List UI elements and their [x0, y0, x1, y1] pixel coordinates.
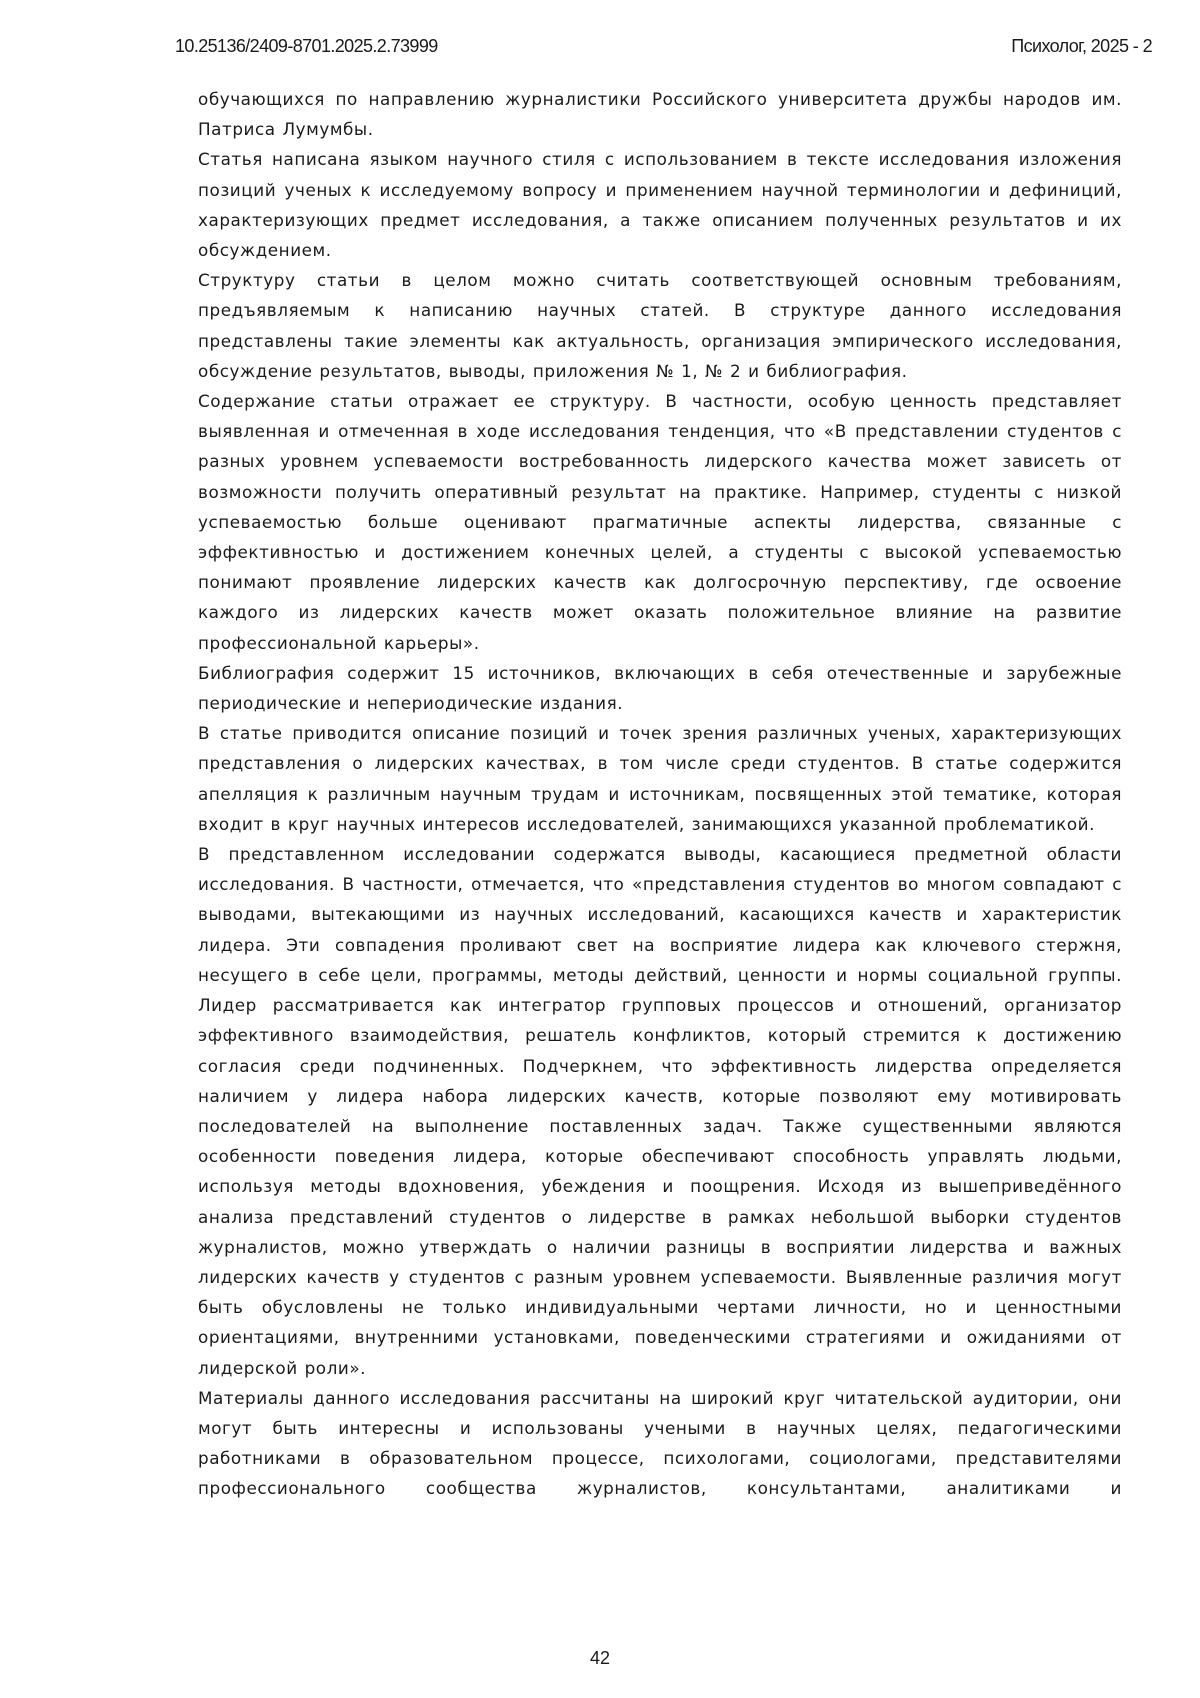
paragraph: Библиография содержит 15 источников, включающих в себя отечественные и зарубежные периодические и непериодические издания.: [198, 662, 1122, 714]
paragraph: В статье приводится описание позиций и точек зрения различных ученых, характеризующих представления о лидерских качествах, в том числе среди студентов. В статье содержится апелляция к различным научным трудам и источникам, посвященных этой тематике, которая входит в круг научных интересов исследователей, занимающихся указанной проблематикой.: [198, 723, 1122, 834]
paragraph: обучающихся по направлению журналистики Российского университета дружбы народов им. Патриса Лумумбы.: [198, 89, 1122, 140]
paragraph: Структуру статьи в целом можно считать соответствующей основным требованиям, предъявляемым к написанию научных статей. В структуре данного исследования представлены такие элементы как актуальность, организация эмпирического исследования, обсуждение результатов, выводы, приложения № 1, № 2 и библиография.: [198, 270, 1122, 381]
paragraph: В представленном исследовании содержатся выводы, касающиеся предметной области исследования. В частности, отмечается, что «представления студентов во многом совпадают с выводами, вытекающими из научных исследований, касающихся качеств и характеристик лидера. Эти совпадения проливают свет на восприятие лидера как ключевого стержня, несущего в себе цели, программы, методы действий, ценности и нормы социальной группы. Лидер рассматривается как интегратор групповых процессов и отношений, организатор эффективного взаимодействия, решатель конфликтов, который стремится к достижению согласия среди подчиненных. Подчеркнем, что эффективность лидерства определяется наличием у лидера набора лидерских качеств, которые позволяют ему мотивировать последователей на выполнение поставленных задач. Также существенными являются особенности поведения лидера, которые обеспечивают способность управлять людьми, используя методы вдохновения, убеждения и поощрения. Исходя из вышеприведённого анализа представлений студентов о лидерстве в рамках небольшой выборки студентов журналистов, можно утверждать о наличии разницы в восприятии лидерства и важных лидерских качеств у студентов с разным уровнем успеваемости. Выявленные различия могут быть обусловлены не только индивидуальными чертами личности, но и ценностными ориентациями, внутренними установками, поведенческими стратегиями и ожиданиями от лидерской роли».: [198, 844, 1122, 1378]
paragraph: Материалы данного исследования рассчитаны на широкий круг читательской аудитории, они могут быть интересны и использованы учеными в научных целях, педагогическими работниками в образовательном процессе, психологами, социологами, представителями профессионального сообщества журналистов, консультантами, аналитиками и: [198, 1387, 1122, 1499]
running-header: [175, 36, 1152, 60]
article-body: [198, 84, 1122, 1504]
page-number: 42: [589, 1648, 611, 1668]
paragraph: Статья написана языком научного стиля с использованием в тексте исследования изложения позиций ученых к исследуемому вопросу и применением научной терминологии и дефиниций, характеризующих предмет исследования, а также описанием полученных результатов и их обсуждением.: [198, 149, 1122, 261]
paragraph: Содержание статьи отражает ее структуру. В частности, особую ценность представляет выявленная и отмеченная в ходе исследования тенденция, что «В представлении студентов с разных уровнем успеваемости востребованность лидерского качества может зависеть от возможности получить оперативный результат на практике. Например, студенты с низкой успеваемостью больше оценивают прагматичные аспекты лидерства, связанные с эффективностью и достижением конечных целей, а студенты с высокой успеваемостью понимают проявление лидерских качеств как долгосрочную перспективу, где освоение каждого из лидерских качеств может оказать положительное влияние на развитие профессиональной карьеры».: [198, 391, 1122, 653]
journal-issue-label: Психолог, 2025 - 2: [1011, 36, 1152, 56]
doi-label: 10.25136/2409-8701.2025.2.73999: [175, 36, 438, 56]
